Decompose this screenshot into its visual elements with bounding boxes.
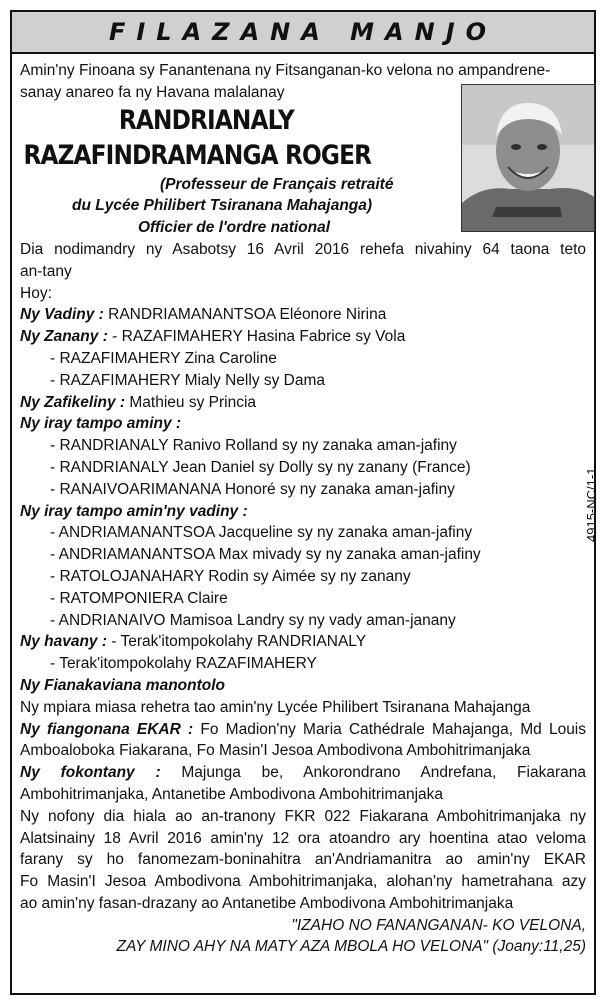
header-banner [12, 12, 594, 54]
tampo-vadiny-item: - RATOMPONIERA Claire [50, 589, 228, 607]
zafikeliny-value: Mathieu sy Princia [125, 393, 257, 411]
fiangonana-label: Ny fiangonana EKAR : [20, 720, 194, 738]
havany-label: Ny havany : [20, 633, 108, 651]
deceased-title-1: (Professeur de Français retraité [160, 175, 394, 193]
burial-line-4: Fo Masin'I Jesoa Ambodivona Ambohitrimanjaka, alohan'ny hametrahana azy [20, 873, 586, 891]
hoy-label: Hoy: [20, 284, 52, 302]
zanany-value: - RAZAFIMAHERY Hasina Fabrice sy Vola [107, 328, 406, 346]
fokontany-row [20, 762, 586, 784]
burial-line-2: Alatsinainy 18 Avril 2016 amin'ny 12 ora atoandro ary hoentina atao veloma [20, 829, 586, 847]
fiangonana-value: Fo Madion'ny Maria Cathédrale Mahajanga, Md Louis [193, 720, 587, 738]
burial-line-3: farany sy ho fanomezam-boninahitra an'Andriamanitra ao amin'ny EKAR [20, 851, 586, 869]
quote-line-1: "IZAHO NO FANANGANAN- KO VELONA, [291, 916, 586, 934]
tampo-vadiny-item: - RATOLOJANAHARY Rodin sy Aimée sy ny zanany [50, 567, 411, 585]
vadiny-row [20, 304, 586, 326]
fiangonana-row [20, 719, 586, 741]
zanany-row [20, 326, 586, 348]
tampo-vadiny-item: - ANDRIAMANANTSOA Max mivady sy ny zanaka aman-jafiny [50, 546, 481, 564]
havany-value: - Terak'itompokolahy RANDRIANALY [107, 633, 367, 651]
vadiny-label: Ny Vadiny : [20, 306, 104, 324]
deceased-title-2: du Lycée Philibert Tsiranana Mahajanga) [72, 197, 373, 215]
death-notice-line-1: Dia nodimandry ny Asabotsy 16 Avril 2016 rehefa nivahiny 64 taona teto [20, 240, 586, 258]
tampo-vadiny-item: - ANDRIANAIVO Mamisoa Landry sy ny vady aman-janany [50, 611, 456, 629]
fokontany-value: Majunga be, Ankorondrano Andrefana, Fiakarana [160, 764, 586, 782]
fianakaviana-label: Ny Fianakaviana manontolo [20, 676, 225, 694]
havany-item: - Terak'itompokolahy RAZAFIMAHERY [50, 655, 317, 673]
zanany-item: - RAZAFIMAHERY Zina Caroline [50, 349, 277, 367]
tampo-item: - RANDRIANALY Ranivo Rolland sy ny zanaka aman-jafiny [50, 437, 457, 455]
deceased-name-1: RANDRIANALY [118, 104, 294, 136]
fokontany-line-2: Ambohitrimanjaka, Antanetibe Ambodivona Ambohitrimanjaka [20, 785, 444, 803]
tampo-vadiny-item: - ANDRIAMANANTSOA Jacqueline sy ny zanaka aman-jafiny [50, 524, 473, 542]
notice-frame [10, 10, 599, 995]
notice-body [20, 60, 586, 958]
header-title: FILAZANA MANJO [108, 18, 498, 46]
vadiny-value: RANDRIAMANANTSOA Eléonore Nirina [103, 306, 387, 324]
tampo-vadiny-label: Ny iray tampo amin'ny vadiny : [20, 502, 248, 520]
fokontany-label: Ny fokontany : [20, 764, 161, 782]
havany-row [20, 631, 586, 653]
zafikeliny-row [20, 392, 586, 414]
zanany-item: - RAZAFIMAHERY Mialy Nelly sy Dama [50, 371, 326, 389]
colleagues-line: Ny mpiara miasa rehetra tao amin'ny Lycée Philibert Tsiranana Mahajanga [20, 698, 531, 716]
fiangonana-line-2: Amboaloboka Fiakarana, Fo Masin'I Jesoa Ambodivona Ambohitrimanjaka [20, 742, 531, 760]
tampo-item: - RANDRIANALY Jean Daniel sy Dolly sy ny zanany (France) [50, 458, 471, 476]
intro-line-1: Amin'ny Finoana sy Fanantenana ny Fitsanganan-ko velona no ampandrene- [20, 62, 551, 79]
burial-line-1: Ny nofony dia hiala ao an-tranony FKR 022 Fiakarana Ambohitrimanjaka ny [20, 807, 586, 825]
quote-line-2: ZAY MINO AHY NA MATY AZA MBOLA HO VELONA" (Joany:11,25) [116, 938, 586, 956]
zafikeliny-label: Ny Zafikeliny : [20, 393, 126, 411]
zanany-label: Ny Zanany : [20, 328, 108, 346]
burial-line-5: ao amin'ny fasan-drazany ao Antanetibe Ambodivona Ambohitrimanjaka [20, 894, 514, 912]
tampo-label: Ny iray tampo aminy : [20, 415, 182, 433]
intro-line-2: sanay anareo fa ny Havana malalanay [20, 83, 285, 101]
death-notice-line-2: an-tany [20, 262, 72, 280]
deceased-title-3: Officier de l'ordre national [138, 219, 331, 237]
deceased-name-2: RAZAFINDRAMANGA ROGER [23, 139, 372, 171]
tampo-item: - RANAIVOARIMANANA Honoré sy ny zanaka aman-jafiny [50, 480, 455, 498]
reference-code: 4915-NC/1-1 [584, 467, 599, 542]
